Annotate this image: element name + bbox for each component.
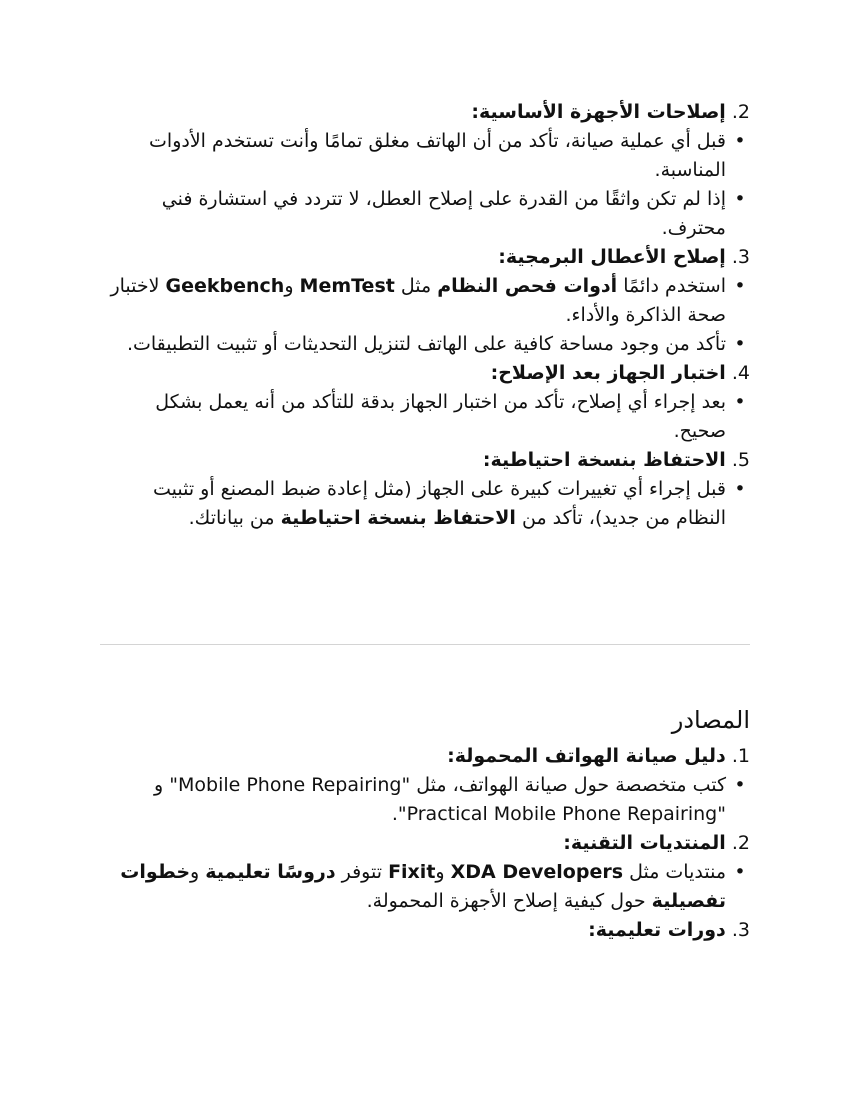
list-item (100, 185, 750, 243)
bullet-icon: • (734, 774, 746, 796)
text-run: استخدم دائمًا (617, 275, 726, 297)
source-title: دليل صيانة الهواتف المحمولة: (447, 745, 726, 767)
sources-title: المصادر (671, 706, 750, 734)
bold-text: MemTest (299, 275, 395, 297)
source-number: 3. (731, 919, 750, 941)
text-run: من بياناتك. (188, 507, 281, 529)
sources-section (100, 702, 750, 945)
text-run: و (435, 861, 451, 883)
source-title: دورات تعليمية: (588, 919, 726, 941)
list-item (100, 858, 750, 916)
bullet-icon: • (734, 188, 746, 210)
bold-text: Geekbench (165, 275, 285, 297)
bullet-icon: • (734, 391, 746, 413)
bold-text: خطوات تفصيلية (120, 861, 726, 912)
source-heading (100, 916, 750, 945)
section-number: 3. (731, 246, 750, 268)
bullet-icon: • (734, 130, 746, 152)
instructions-section (100, 98, 750, 533)
bold-text: XDA Developers (450, 861, 624, 883)
section-number: 4. (731, 362, 750, 384)
bullet-icon: • (734, 478, 746, 500)
source-number: 1. (731, 745, 750, 767)
section-heading (100, 243, 750, 272)
bold-text: الاحتفاظ بنسخة احتياطية (280, 507, 516, 529)
list-item-text: تأكد من وجود مساحة كافية على الهاتف لتنزيل التحديثات أو تثبيت التطبيقات. (126, 333, 726, 355)
list-item-text: بعد إجراء أي إصلاح، تأكد من اختبار الجهاز بدقة للتأكد من أنه يعمل بشكل صحيح. (155, 391, 726, 442)
text-run: مثل (394, 275, 438, 297)
section-number: 2. (731, 101, 750, 123)
list-item (100, 475, 750, 533)
text-run: حول كيفية إصلاح الأجهزة المحمولة. (366, 890, 652, 912)
bold-text: أدوات فحص النظام (437, 275, 618, 297)
source-heading (100, 742, 750, 771)
list-item-text: كتب متخصصة حول صيانة الهواتف، مثل "Mobile Phone Repairing" و "Practical Mobile Phone Repairing". (154, 774, 726, 825)
section-title: اختبار الجهاز بعد الإصلاح: (490, 362, 726, 384)
section-title: إصلاحات الأجهزة الأساسية: (471, 101, 726, 123)
source-heading (100, 829, 750, 858)
section-heading (100, 446, 750, 475)
horizontal-divider (100, 644, 750, 645)
list-item (100, 127, 750, 185)
bold-text: دروسًا تعليمية (205, 861, 336, 883)
bullet-icon: • (734, 275, 746, 297)
bullet-icon: • (734, 333, 746, 355)
text-run: منتديات مثل (623, 861, 726, 883)
source-number: 2. (731, 832, 750, 854)
text-run: قبل إجراء أي تغييرات كبيرة على الجهاز (مثل إعادة ضبط المصنع أو تثبيت النظام من جديد)، تأكد من (153, 478, 726, 529)
source-title: المنتديات التقنية: (563, 832, 726, 854)
list-item-text: قبل أي عملية صيانة، تأكد من أن الهاتف مغلق تمامًا وأنت تستخدم الأدوات المناسبة. (149, 130, 726, 181)
list-item (100, 272, 750, 330)
text-run: و (190, 861, 206, 883)
section-heading (100, 359, 750, 388)
section-title: إصلاح الأعطال البرمجية: (498, 246, 726, 268)
section-title: الاحتفاظ بنسخة احتياطية: (482, 449, 726, 471)
bullet-icon: • (734, 861, 746, 883)
list-item (100, 388, 750, 446)
section-heading (100, 98, 750, 127)
section-number: 5. (731, 449, 750, 471)
list-item (100, 330, 750, 359)
text-run: لاختبار صحة الذاكرة والأداء. (110, 275, 726, 326)
text-run: تتوفر (335, 861, 389, 883)
text-run: و (284, 275, 300, 297)
bold-text: Fixit (388, 861, 436, 883)
list-item-text: إذا لم تكن واثقًا من القدرة على إصلاح العطل، لا تتردد في استشارة فني محترف. (161, 188, 726, 239)
list-item (100, 771, 750, 829)
